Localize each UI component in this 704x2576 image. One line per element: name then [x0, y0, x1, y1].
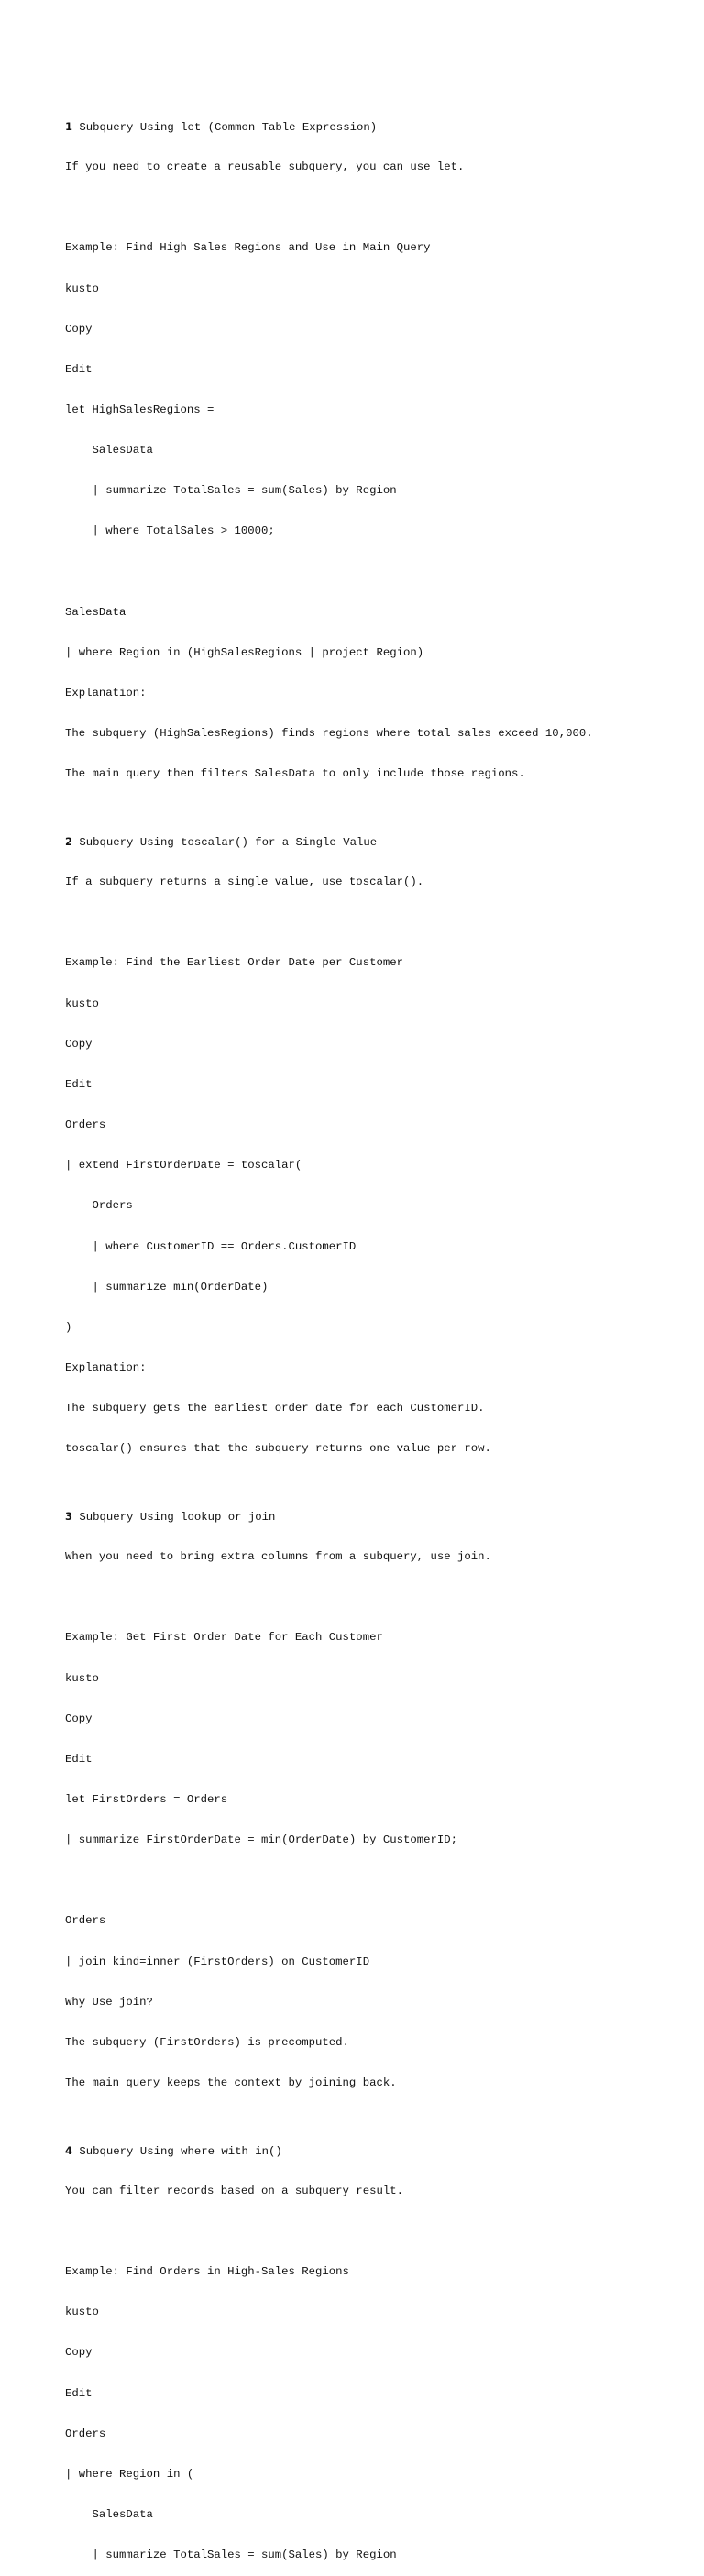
- code-line: | extend FirstOrderDate = toscalar(: [65, 1159, 302, 1172]
- code-line: SalesData: [65, 444, 153, 457]
- section-title: Subquery Using lookup or join: [72, 1510, 276, 1524]
- example-heading: Example: Find High Sales Regions and Use in Main Query: [65, 241, 431, 255]
- copy-label: Copy: [65, 1037, 93, 1051]
- section-number-badge: 3: [65, 1509, 73, 1523]
- code-line: | summarize min(OrderDate): [65, 1280, 269, 1294]
- edit-label: Edit: [65, 1752, 93, 1766]
- copy-label: Copy: [65, 2346, 93, 2360]
- code-line: | where Region in (HighSalesRegions | project Region): [65, 645, 424, 659]
- code-line: Orders: [65, 1118, 106, 1132]
- text-line: The main query keeps the context by joining back.: [65, 2076, 397, 2090]
- section-title: Subquery Using toscalar() for a Single Value: [72, 835, 378, 849]
- blank-line: [65, 566, 697, 579]
- code-language-label: kusto: [65, 996, 99, 1010]
- edit-label: Edit: [65, 1077, 93, 1091]
- section-number-badge: 2: [65, 834, 73, 848]
- section-number-badge: 4: [65, 2143, 73, 2157]
- text-line: If a subquery returns a single value, use toscalar().: [65, 875, 424, 889]
- section-heading: [65, 1510, 697, 1524]
- copy-label: Copy: [65, 322, 93, 336]
- text-line: When you need to bring extra columns from a subquery, use join.: [65, 1550, 491, 1564]
- code-line: | join kind=inner (FirstOrders) on CustomerID: [65, 1954, 370, 1968]
- blank-line: [65, 201, 697, 215]
- copy-label: Copy: [65, 1712, 93, 1725]
- code-line: let HighSalesRegions =: [65, 402, 214, 416]
- text-line: The main query then filters SalesData to only include those regions.: [65, 767, 525, 781]
- code-language-label: kusto: [65, 2306, 99, 2319]
- code-line: | summarize FirstOrderDate = min(OrderDate) by CustomerID;: [65, 1833, 458, 1847]
- explanation-heading: Explanation:: [65, 687, 147, 700]
- code-line: Orders: [65, 1914, 106, 1928]
- code-line: let FirstOrders = Orders: [65, 1793, 228, 1806]
- text-line: toscalar() ensures that the subquery returns one value per row.: [65, 1442, 491, 1456]
- edit-label: Edit: [65, 362, 93, 376]
- document-body: [65, 66, 697, 2576]
- code-line: Orders: [65, 2427, 106, 2440]
- explanation-heading: Explanation:: [65, 1361, 147, 1374]
- code-language-label: kusto: [65, 1671, 99, 1685]
- section-number-badge: 1: [65, 119, 73, 133]
- code-line: | summarize TotalSales = sum(Sales) by Region: [65, 2548, 397, 2562]
- code-line: SalesData: [65, 2508, 153, 2522]
- example-heading: Example: Find the Earliest Order Date per Customer: [65, 956, 403, 970]
- blank-line: [65, 2225, 697, 2239]
- section-heading: [65, 835, 697, 849]
- text-line: You can filter records based on a subquery result.: [65, 2184, 403, 2197]
- code-line: ): [65, 1320, 72, 1334]
- text-line: The subquery (FirstOrders) is precomputed.: [65, 2035, 349, 2049]
- code-line: | where Region in (: [65, 2467, 194, 2481]
- text-line: The subquery (HighSalesRegions) finds regions where total sales exceed 10,000.: [65, 727, 593, 741]
- section-title: Subquery Using where with in(): [72, 2144, 282, 2158]
- section-title: Subquery Using let (Common Table Expression): [72, 120, 378, 134]
- code-line: | where TotalSales > 10000;: [65, 524, 275, 538]
- code-line: Orders: [65, 1199, 133, 1213]
- section-heading: [65, 120, 697, 134]
- section-heading: [65, 2144, 697, 2158]
- code-line: SalesData: [65, 605, 126, 619]
- blank-line: [65, 1874, 697, 1888]
- text-line: If you need to create a reusable subquery, you can use let.: [65, 160, 465, 174]
- blank-line: [65, 1591, 697, 1604]
- example-heading: Example: Find Orders in High-Sales Regions: [65, 2265, 349, 2279]
- code-line: | summarize TotalSales = sum(Sales) by Region: [65, 484, 397, 498]
- blank-line: [65, 916, 697, 930]
- explanation-heading: Why Use join?: [65, 1995, 153, 2009]
- edit-label: Edit: [65, 2386, 93, 2400]
- example-heading: Example: Get First Order Date for Each Customer: [65, 1631, 383, 1645]
- code-line: | where CustomerID == Orders.CustomerID: [65, 1239, 357, 1253]
- code-language-label: kusto: [65, 281, 99, 295]
- text-line: The subquery gets the earliest order date for each CustomerID.: [65, 1402, 485, 1415]
